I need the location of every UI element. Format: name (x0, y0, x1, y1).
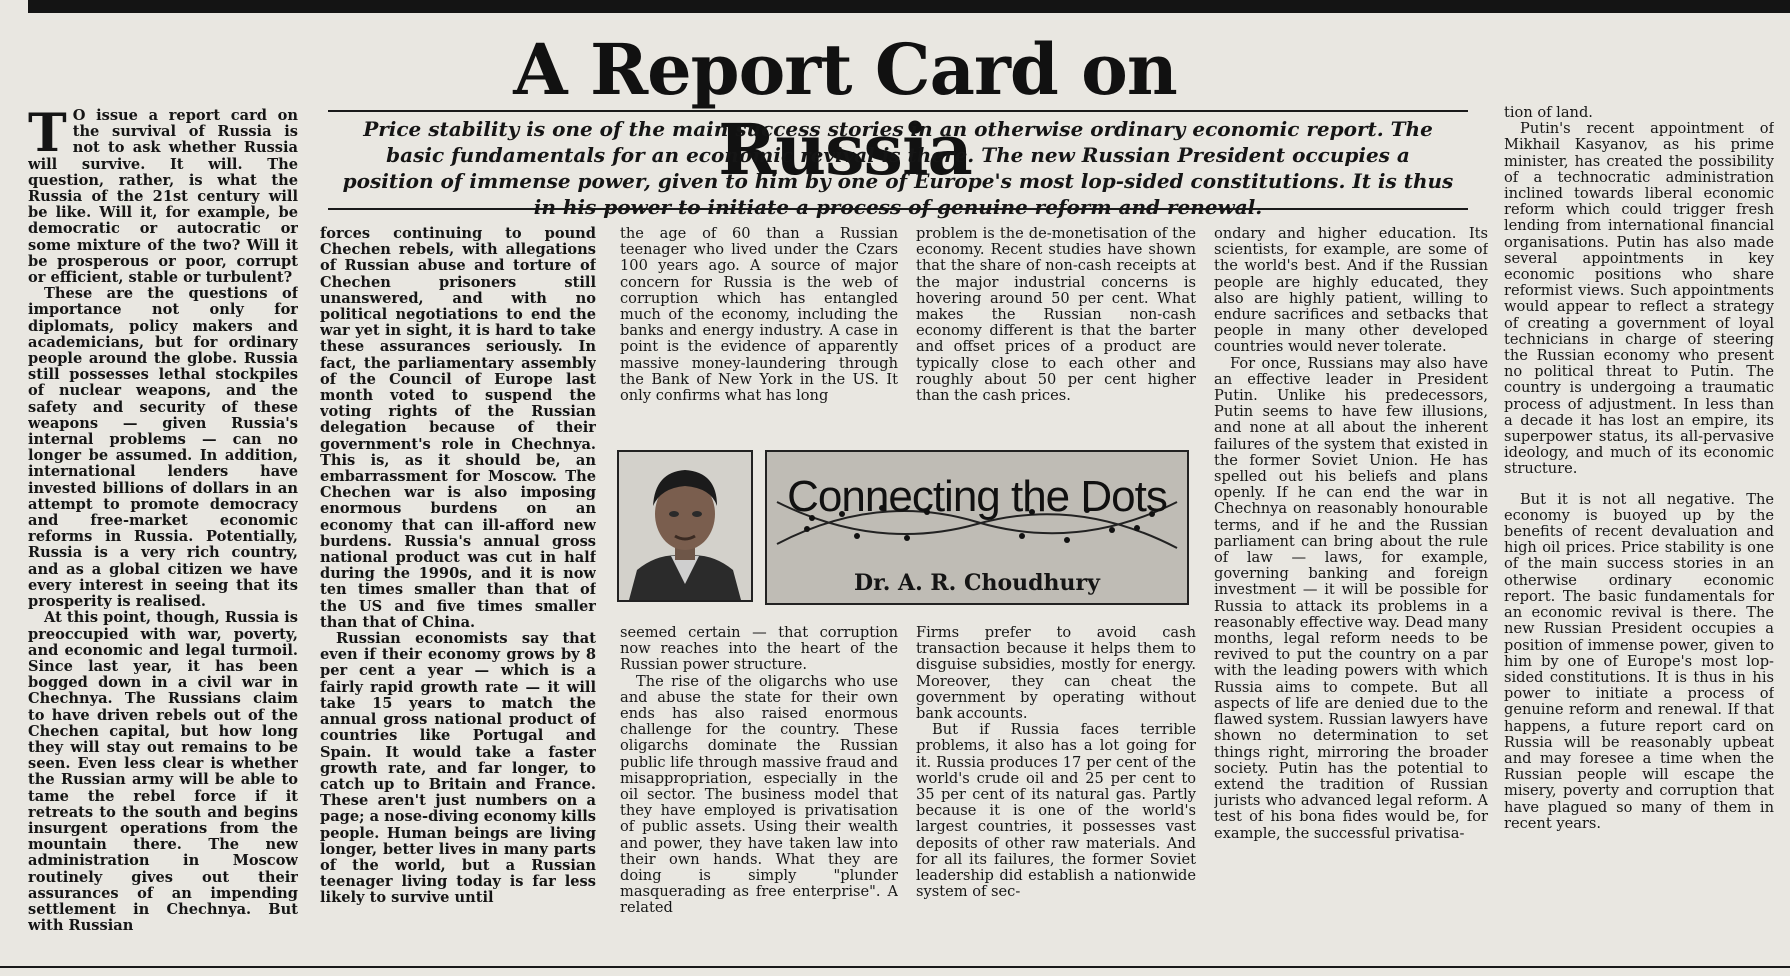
paragraph: Firms prefer to avoid cash transaction because it helps them to disguise subsidies, mostly for energy. Moreover, they can cheat the government by operating without bank accounts. (916, 625, 1196, 723)
article-column-1 (28, 108, 298, 956)
paragraph: Russian economists say that even if their economy grows by 8 per cent a year — which is a fairly rapid growth rate — it will take 15 years to match the annual gross national product of countries like Portugal and Spain. It would take a faster growth rate, and far longer, to catch up to Britain and France. These aren't just numbers on a page; a nose-diving economy kills people. Human beings are living longer, better lives in many parts of the world, but a Russian teenager living today is far less likely to survive until (320, 630, 596, 907)
paragraph: O issue a report card on the survival of Russia is not to ask whether Russia will survive. It will. The question, rather, is what the Russia of the 21st century will be like. Will it, for example, be democratic or autocratic or some mixture of the two? Will it be prosperous or poor, corrupt or efficient, stable or turbulent? (28, 108, 298, 287)
paragraph-gap (1504, 478, 1774, 492)
deck-summary: Price stability is one of the main success stories in an otherwise ordinary economic report. The basic fundamentals for an economic revival is there. The new Russian President occupies a position of immense power, given to him by one of Europe's most lop-sided constitutions. It is thus in his power to initiate a process of genuine reform and renewal. (328, 110, 1468, 210)
paragraph: problem is the de-monetisation of the economy. Recent studies have shown that the share of non-cash receipts at the major industrial concerns is hovering around 50 per cent. What makes the Russian non-cash economy different is that the barter and offset prices of a product are typically close to each other and roughly about 50 per cent higher than the cash prices. (916, 226, 1196, 405)
paragraph: the age of 60 than a Russian teenager who lived under the Czars 100 years ago. A source of major concern for Russia is the web of corruption which has entangled much of the economy, including the banks and energy industry. A case in point is the evidence of apparently massive money-laundering through the Bank of New York in the US. It only confirms what has long (620, 226, 898, 405)
article-column-6 (1504, 105, 1774, 955)
paragraph: At this point, though, Russia is preoccupied with war, poverty, and economic and legal turmoil. Since last year, it has been bogged down in a civil war in Chechnya. The Russians claim to have driven rebels out of the Chechen capital, but how long they will stay out remains to be seen. Even less clear is whether the Russian army will be able to tame the rebel force if it retreats to the south and begins insurgent operations from the mountain there. The new administration in Moscow routinely gives out their assurances of an impending settlement in Chechnya. But with Russian (28, 609, 298, 935)
article-column-2 (320, 226, 596, 956)
paragraph: But it is not all negative. The economy is buoyed up by the benefits of recent devaluation and high oil prices. Price stability is one of the main success stories in an otherwise ordinary economic report. The basic fundamentals for an economic revival is there. The new Russian President occupies a position of immense power, given to him by one of Europe's most lop-sided constitutions. It is thus in his power to initiate a process of genuine reform and renewal. If that happens, a future report card on Russia will be reasonably upbeat and may foresee a time when the Russian people will escape the misery, poverty and corruption that have plagued so many of them in recent years. (1504, 490, 1774, 832)
bottom-rule (0, 966, 1790, 968)
paragraph: These are the questions of importance not only for diplomats, policy makers and academicians, but for ordinary people around the globe. Russia still possesses lethal stockpiles of nuclear weapons, and the safety and security of these weapons — given Russia's internal problems — can no longer be assumed. In addition, international lenders have invested billions of dollars in an attempt to promote democracy and free-market economic reforms in Russia. Potentially, Russia is a very rich country, and as a global citizen we have every interest in seeing that its prosperity is realised. (28, 285, 298, 611)
paragraph: But if Russia faces terrible problems, it also has a lot going for it. Russia produces 17 per cent of the world's crude oil and 25 per cent to 35 per cent of its natural gas. Partly because it is one of the world's largest countries, it possesses vast deposits of other raw materials. And for all its failures, the former Soviet leadership did establish a nationwide system of sec- (916, 721, 1196, 901)
headline: A Report Card on Russia (513, 28, 1177, 191)
paragraph: tion of land. (1504, 105, 1593, 121)
author-byline: Dr. A. R. Choudhury (854, 570, 1100, 596)
paragraph: The rise of the oligarchs who use and abuse the state for their own ends has also raised enormous challenge for the country. These oligarchs dominate the Russian public life through massive fraud and misappropriation, especially in the oil sector. The business model that they have employed is privatisation of public assets. Using their wealth and power, they have taken law into their own hands. What they are doing is simply "plunder masquerading as free enterprise". A related (620, 672, 898, 917)
author-portrait-icon (619, 452, 751, 600)
author-photo (617, 450, 753, 602)
drop-cap: T (28, 108, 67, 164)
paragraph: Putin's recent appointment of Mikhail Kasyanov, as his prime minister, has created the possibility of a technocratic administration inclined towards liberal economic reform which could trigger fresh lending from international financial organisations. Putin has also made several appointments in key economic positions who share reformist views. Such appointments would appear to reflect a strategy of creating a government of loyal technicians in charge of steering the Russian economy who present no political threat to Putin. The country is undergoing a traumatic process of adjustment. In less than a decade it has lost an empire, its superpower status, its all-pervasive ideology, and much of its economic structure. (1504, 120, 1774, 478)
article-column-3-top (620, 226, 898, 434)
column-logo-title: Connecting the Dots (787, 472, 1167, 521)
article-column-3-bottom (620, 625, 898, 956)
paragraph: ondary and higher education. Its scientists, for example, are some of the world's best. And if the Russian people are highly educated, they also are highly patient, willing to endure sacrifices and setbacks that people in many other developed countries would never tolerate. (1214, 226, 1488, 356)
column-logo (765, 450, 1189, 605)
article-column-5 (1214, 226, 1488, 956)
paragraph: For once, Russians may also have an effective leader in President Putin. Unlike his predecessors, Putin seems to have few illusions, and none at all about the inherent failures of the system that existed in the former Soviet Union. He has spelled out his beliefs and plans openly. If he can end the war in Chechnya on reasonably honourable terms, and if he and the Russian parliament can bring about the rule of law — laws, for example, governing banking and foreign investment — it will be possible for Russia to attack its problems in a reasonably effective way. Dead many months, legal reform needs to be revived to put the country on a par with the leading powers with which Russia aims to compete. But all aspects of life are denied due to the flawed system. Russian lawyers have shown no determination to set things right, mirroring the broader society. Putin has the potential to extend the tradition of Russian jurists who advanced legal reform. A test of his bona fides would be, for example, the successful privatisa- (1214, 354, 1488, 842)
article-column-4-top (916, 226, 1196, 434)
paragraph: forces continuing to pound Chechen rebels, with allegations of Russian abuse and torture of Chechen prisoners still unanswered, and with no political negotiations to end the war yet in sight, it is hard to take these assurances seriously. In fact, the parliamentary assembly of the Council of Europe last month voted to suspend the voting rights of the Russian delegation because of their government's role in Chechnya. This is, as it should be, an embarrassment for Moscow. The Chechen war is also imposing enormous burdens on an economy that can ill-afford new burdens. Russia's annual gross national product was cut in half during the 1990s, and it is now ten times smaller than that of the US and five times smaller than that of China. (320, 226, 596, 631)
paragraph: seemed certain — that corruption now reaches into the heart of the Russian power structure. (620, 625, 898, 674)
top-rule (28, 0, 1790, 13)
article-column-4-bottom (916, 625, 1196, 956)
